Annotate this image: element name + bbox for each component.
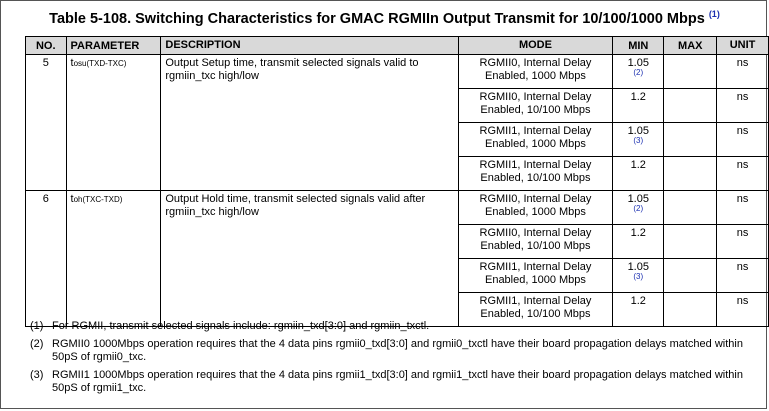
cell-min bbox=[613, 157, 664, 191]
cell-no: 5 bbox=[26, 55, 67, 191]
cell-min bbox=[613, 55, 664, 89]
footnote-3 bbox=[30, 369, 760, 395]
mode-line-1: RGMII0, Internal Delay bbox=[479, 91, 592, 103]
cell-unit: ns bbox=[717, 157, 769, 191]
mode-line-2: Enabled, 1000 Mbps bbox=[484, 138, 586, 150]
cell-description: Output Hold time, transmit selected signals valid after rgmiin_txc high/low bbox=[161, 191, 458, 327]
mode-line-2: Enabled, 1000 Mbps bbox=[484, 206, 586, 218]
cell-min bbox=[613, 259, 664, 293]
mode-line-2: Enabled, 10/100 Mbps bbox=[480, 240, 591, 252]
footnote-ref[interactable]: (3) bbox=[633, 272, 644, 281]
mode-line-2: Enabled, 10/100 Mbps bbox=[480, 308, 591, 320]
parameter-symbol: t bbox=[70, 193, 74, 205]
cell-min bbox=[613, 89, 664, 123]
cell-mode bbox=[458, 89, 612, 123]
mode-line-1: RGMII1, Internal Delay bbox=[479, 261, 592, 273]
cell-max bbox=[664, 55, 717, 89]
min-value: 1.2 bbox=[630, 91, 646, 103]
header-max: MAX bbox=[664, 37, 717, 55]
header-row bbox=[26, 37, 769, 55]
cell-max bbox=[664, 89, 717, 123]
mode-line-2: Enabled, 1000 Mbps bbox=[484, 274, 586, 286]
parameter-symbol: t bbox=[70, 57, 74, 69]
table-row bbox=[26, 55, 769, 89]
parameter-subscript: osu(TXD-TXC) bbox=[73, 59, 127, 68]
footnote-1 bbox=[30, 320, 760, 333]
footnote-number: (2) bbox=[30, 338, 44, 350]
parameter-subscript: oh(TXC-TXD) bbox=[73, 195, 123, 204]
min-value: 1.05 bbox=[627, 261, 649, 273]
footnote-ref[interactable]: (2) bbox=[633, 68, 644, 77]
cell-no: 6 bbox=[26, 191, 67, 327]
header-parameter: PARAMETER bbox=[66, 37, 161, 55]
footnote-text: RGMII1 1000Mbps operation requires that the 4 data pins rgmii1_txd[3:0] and rgmii1_txctl have their board propagation delays matched within 50pS of rgmii1_txc. bbox=[52, 369, 743, 394]
header-unit: UNIT bbox=[717, 37, 769, 55]
mode-line-1: RGMII0, Internal Delay bbox=[479, 193, 592, 205]
footnote-ref[interactable]: (3) bbox=[633, 136, 644, 145]
mode-line-2: Enabled, 10/100 Mbps bbox=[480, 172, 591, 184]
min-value: 1.05 bbox=[627, 125, 649, 137]
cell-mode bbox=[458, 191, 612, 225]
footnotes bbox=[30, 320, 760, 400]
cell-max bbox=[664, 123, 717, 157]
table-title bbox=[0, 9, 769, 27]
footnote-number: (3) bbox=[30, 369, 44, 381]
mode-line-2: Enabled, 1000 Mbps bbox=[484, 70, 586, 82]
cell-unit: ns bbox=[717, 225, 769, 259]
cell-mode bbox=[458, 157, 612, 191]
cell-max bbox=[664, 157, 717, 191]
min-value: 1.2 bbox=[630, 159, 646, 171]
cell-parameter bbox=[66, 191, 161, 327]
cell-unit: ns bbox=[717, 123, 769, 157]
mode-line-1: RGMII0, Internal Delay bbox=[479, 57, 592, 69]
cell-min bbox=[613, 123, 664, 157]
header-no: NO. bbox=[26, 37, 67, 55]
cell-unit: ns bbox=[717, 89, 769, 123]
cell-min bbox=[613, 191, 664, 225]
mode-line-2: Enabled, 10/100 Mbps bbox=[480, 104, 591, 116]
cell-unit: ns bbox=[717, 293, 769, 327]
footnote-text: RGMII0 1000Mbps operation requires that the 4 data pins rgmii0_txd[3:0] and rgmii0_txctl have their board propagation delays matched within 50pS of rgmii0_txc. bbox=[52, 338, 743, 363]
cell-max bbox=[664, 191, 717, 225]
footnote-number: (1) bbox=[30, 320, 44, 332]
min-value: 1.2 bbox=[630, 295, 646, 307]
mode-line-1: RGMII1, Internal Delay bbox=[479, 295, 592, 307]
cell-mode bbox=[458, 55, 612, 89]
cell-description: Output Setup time, transmit selected signals valid to rgmiin_txc high/low bbox=[161, 55, 458, 191]
mode-line-1: RGMII1, Internal Delay bbox=[479, 125, 592, 137]
cell-max bbox=[664, 225, 717, 259]
min-value: 1.05 bbox=[627, 57, 649, 69]
header-min: MIN bbox=[613, 37, 664, 55]
mode-line-1: RGMII1, Internal Delay bbox=[479, 159, 592, 171]
table-row bbox=[26, 191, 769, 225]
min-value: 1.2 bbox=[630, 227, 646, 239]
footnote-text: For RGMII, transmit selected signals include: rgmiin_txd[3:0] and rgmiin_txctl. bbox=[52, 320, 430, 332]
footnote-2 bbox=[30, 338, 760, 364]
mode-line-1: RGMII0, Internal Delay bbox=[479, 227, 592, 239]
table-title-footnote-ref[interactable]: (1) bbox=[708, 9, 720, 19]
footnote-ref[interactable]: (2) bbox=[633, 204, 644, 213]
switching-characteristics-table bbox=[25, 36, 769, 327]
cell-parameter bbox=[66, 55, 161, 191]
cell-unit: ns bbox=[717, 191, 769, 225]
min-value: 1.05 bbox=[627, 193, 649, 205]
cell-unit: ns bbox=[717, 55, 769, 89]
cell-max bbox=[664, 259, 717, 293]
cell-mode bbox=[458, 259, 612, 293]
table-title-text: Table 5-108. Switching Characteristics for GMAC RGMIIn Output Transmit for 10/100/1000 Mbps bbox=[49, 10, 705, 27]
header-description: DESCRIPTION bbox=[161, 37, 458, 55]
header-mode: MODE bbox=[458, 37, 612, 55]
cell-mode bbox=[458, 123, 612, 157]
cell-unit: ns bbox=[717, 259, 769, 293]
cell-mode bbox=[458, 225, 612, 259]
cell-min bbox=[613, 225, 664, 259]
